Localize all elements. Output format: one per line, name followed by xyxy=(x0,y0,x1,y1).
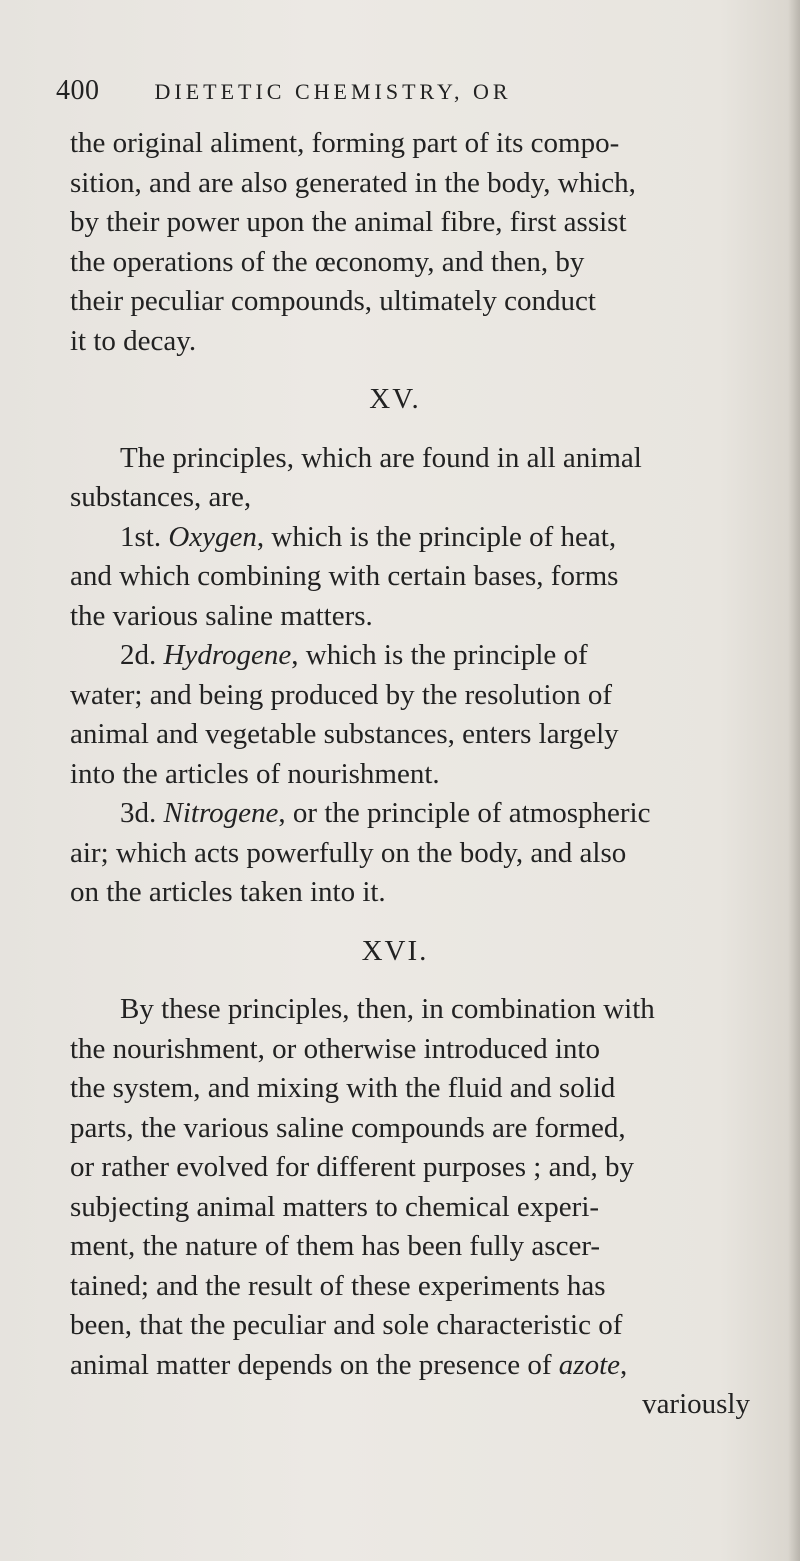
text-line: the various saline matters. xyxy=(70,599,373,632)
text-line: ment, the nature of them has been fully ascer- xyxy=(70,1230,601,1262)
text-line: the original aliment, forming part of its compo- xyxy=(70,127,620,159)
text-line-last xyxy=(70,1346,750,1386)
text-line: air; which acts powerfully on the body, and also xyxy=(70,836,627,869)
item-term: azote xyxy=(558,1348,620,1381)
text-line: tained; and the result of these experiments has xyxy=(70,1269,606,1302)
catchword: variously xyxy=(642,1388,750,1420)
page-number: 400 xyxy=(56,75,100,106)
text-line: and which combining with certain bases, forms xyxy=(70,560,619,592)
text-line: the operations of the œconomy, and then, by xyxy=(70,245,585,278)
text-line: been, that the peculiar and sole characteristic of xyxy=(70,1309,623,1341)
list-item-nitrogene xyxy=(70,794,750,834)
list-item-hydrogene xyxy=(70,636,750,676)
section-heading-xv: XV. xyxy=(369,383,421,415)
text-line: The principles, which are found in all animal xyxy=(120,441,642,474)
section-heading-xvi: XVI. xyxy=(361,934,429,967)
page-edge-shadow xyxy=(788,0,800,1561)
text-line: into the articles of nourishment. xyxy=(70,757,440,790)
text-line: water; and being produced by the resolution of xyxy=(70,678,612,711)
item-number: 2d. xyxy=(120,639,157,671)
text-line: animal and vegetable substances, enters largely xyxy=(70,718,619,750)
text-line: their peculiar compounds, ultimately conduct xyxy=(70,285,596,317)
text-line: it to decay. xyxy=(70,324,197,357)
text-line: sition, and are also generated in the body, which, xyxy=(70,166,636,199)
running-title: DIETETIC CHEMISTRY, OR xyxy=(154,79,512,104)
text-line: subjecting animal matters to chemical experi- xyxy=(70,1190,600,1223)
item-text: , which is the principle of heat, xyxy=(256,520,617,553)
page-body xyxy=(70,124,750,1425)
text-line: on the articles taken into it. xyxy=(70,876,386,908)
item-number: 1st. xyxy=(120,520,162,553)
item-text: , or the principle of atmospheric xyxy=(278,797,651,829)
list-item-oxygen xyxy=(70,518,750,558)
item-term: Hydrogene xyxy=(163,639,292,671)
text-line: substances, are, xyxy=(70,481,252,513)
text-line: the nourishment, or otherwise introduced into xyxy=(70,1032,600,1065)
text-fragment: , xyxy=(620,1348,628,1381)
item-term: Oxygen xyxy=(168,520,257,553)
item-text: , which is the principle of xyxy=(291,639,588,671)
text-line: or rather evolved for different purposes ; and, by xyxy=(70,1151,634,1183)
item-term: Nitrogene xyxy=(163,797,279,829)
item-number: 3d. xyxy=(120,797,157,829)
text-fragment: animal matter depends on the presence of xyxy=(70,1348,559,1381)
text-line: parts, the various saline compounds are formed, xyxy=(70,1111,626,1144)
text-line: the system, and mixing with the fluid and solid xyxy=(70,1072,616,1104)
page-header xyxy=(56,75,616,107)
text-line: By these principles, then, in combination with xyxy=(120,993,655,1025)
text-line: by their power upon the animal fibre, first assist xyxy=(70,206,627,238)
